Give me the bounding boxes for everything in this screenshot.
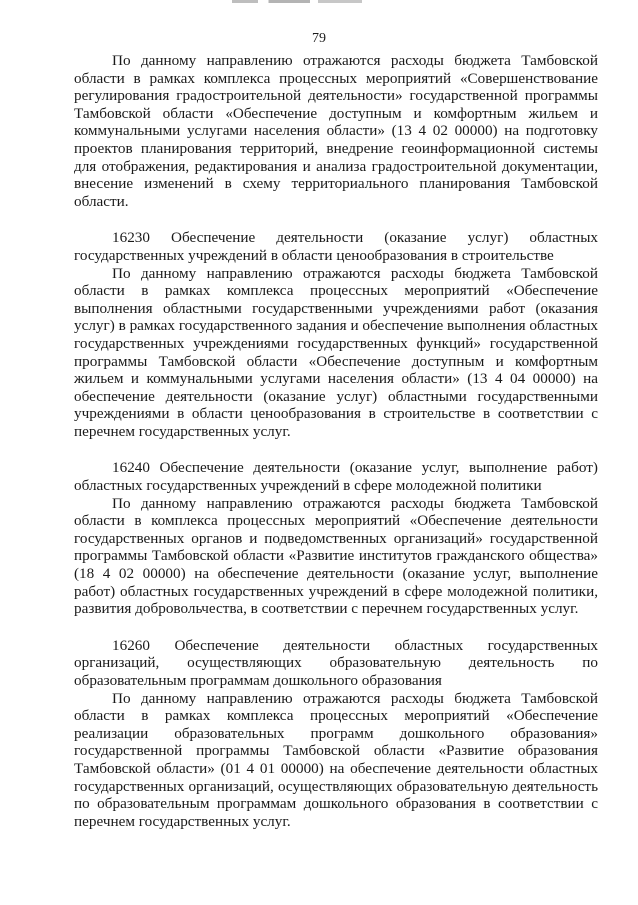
body-paragraph: По данному направлению отражаются расходы бюджета Тамбовской области в рамках комплекса процессных мероприятий «Совершенствование регулирования градостроительной деятельности» государственной программы Тамбовской области «Обеспечение доступным и комфортным жильем и коммунальными услугами населения области» (13 4 02 00000) на подготовку проектов планирования территорий, внедрение геоинформационной системы для отображения, редактирования и анализа градостроительной документации, внесение изменений в схему территориального планирования Тамбовской области. <box>74 52 598 210</box>
page-number: 79 <box>312 31 326 46</box>
document-body <box>74 52 598 830</box>
scan-artifact <box>232 0 362 3</box>
body-paragraph: По данному направлению отражаются расходы бюджета Тамбовской области в рамках комплекса процессных мероприятий «Обеспечение реализации образовательных программ дошкольного образования» государственной программы Тамбовской области «Развитие образования Тамбовской области» (01 4 01 00000) на обеспечение деятельности областных государственных организаций, осуществляющих образовательную деятельность по образовательным программам дошкольного образования в соответствии с перечнем государственных услуг. <box>74 689 598 830</box>
section-heading: 16260 Обеспечение деятельности областных государственных организаций, осуществляющих образовательную деятельность по образовательным программам дошкольного образования <box>74 636 598 689</box>
body-paragraph: По данному направлению отражаются расходы бюджета Тамбовской области в рамках комплекса процессных мероприятий «Обеспечение выполнения областными государственными учреждениями работ (оказания услуг) в рамках государственного задания и обеспечение выполнения областных государственных учреждениями государственных функций» государственной программы Тамбовской области «Обеспечение доступным и комфортным жильем и коммунальными услугами населения области» (13 4 04 00000) на обеспечение деятельности (оказание услуг) областными государственными учреждениями в области ценообразования в строительстве в соответствии с перечнем государственных услуг. <box>74 264 598 440</box>
section-heading: 16230 Обеспечение деятельности (оказание услуг) областных государственных учреждений в области ценообразования в строительстве <box>74 229 598 264</box>
body-paragraph: По данному направлению отражаются расходы бюджета Тамбовской области в комплекса процессных мероприятий «Обеспечение деятельности государственных органов и подведомственных организаций» государственной программы Тамбовской области «Развитие институтов гражданского общества» (18 4 02 00000) на обеспечение деятельности (оказание услуг, выполнение работ) областных государственных учреждений в сфере молодежной политики, развития добровольчества, в соответствии с перечнем государственных услуг. <box>74 494 598 618</box>
section-heading: 16240 Обеспечение деятельности (оказание услуг, выполнение работ) областных государственных учреждений в сфере молодежной политики <box>74 459 598 495</box>
